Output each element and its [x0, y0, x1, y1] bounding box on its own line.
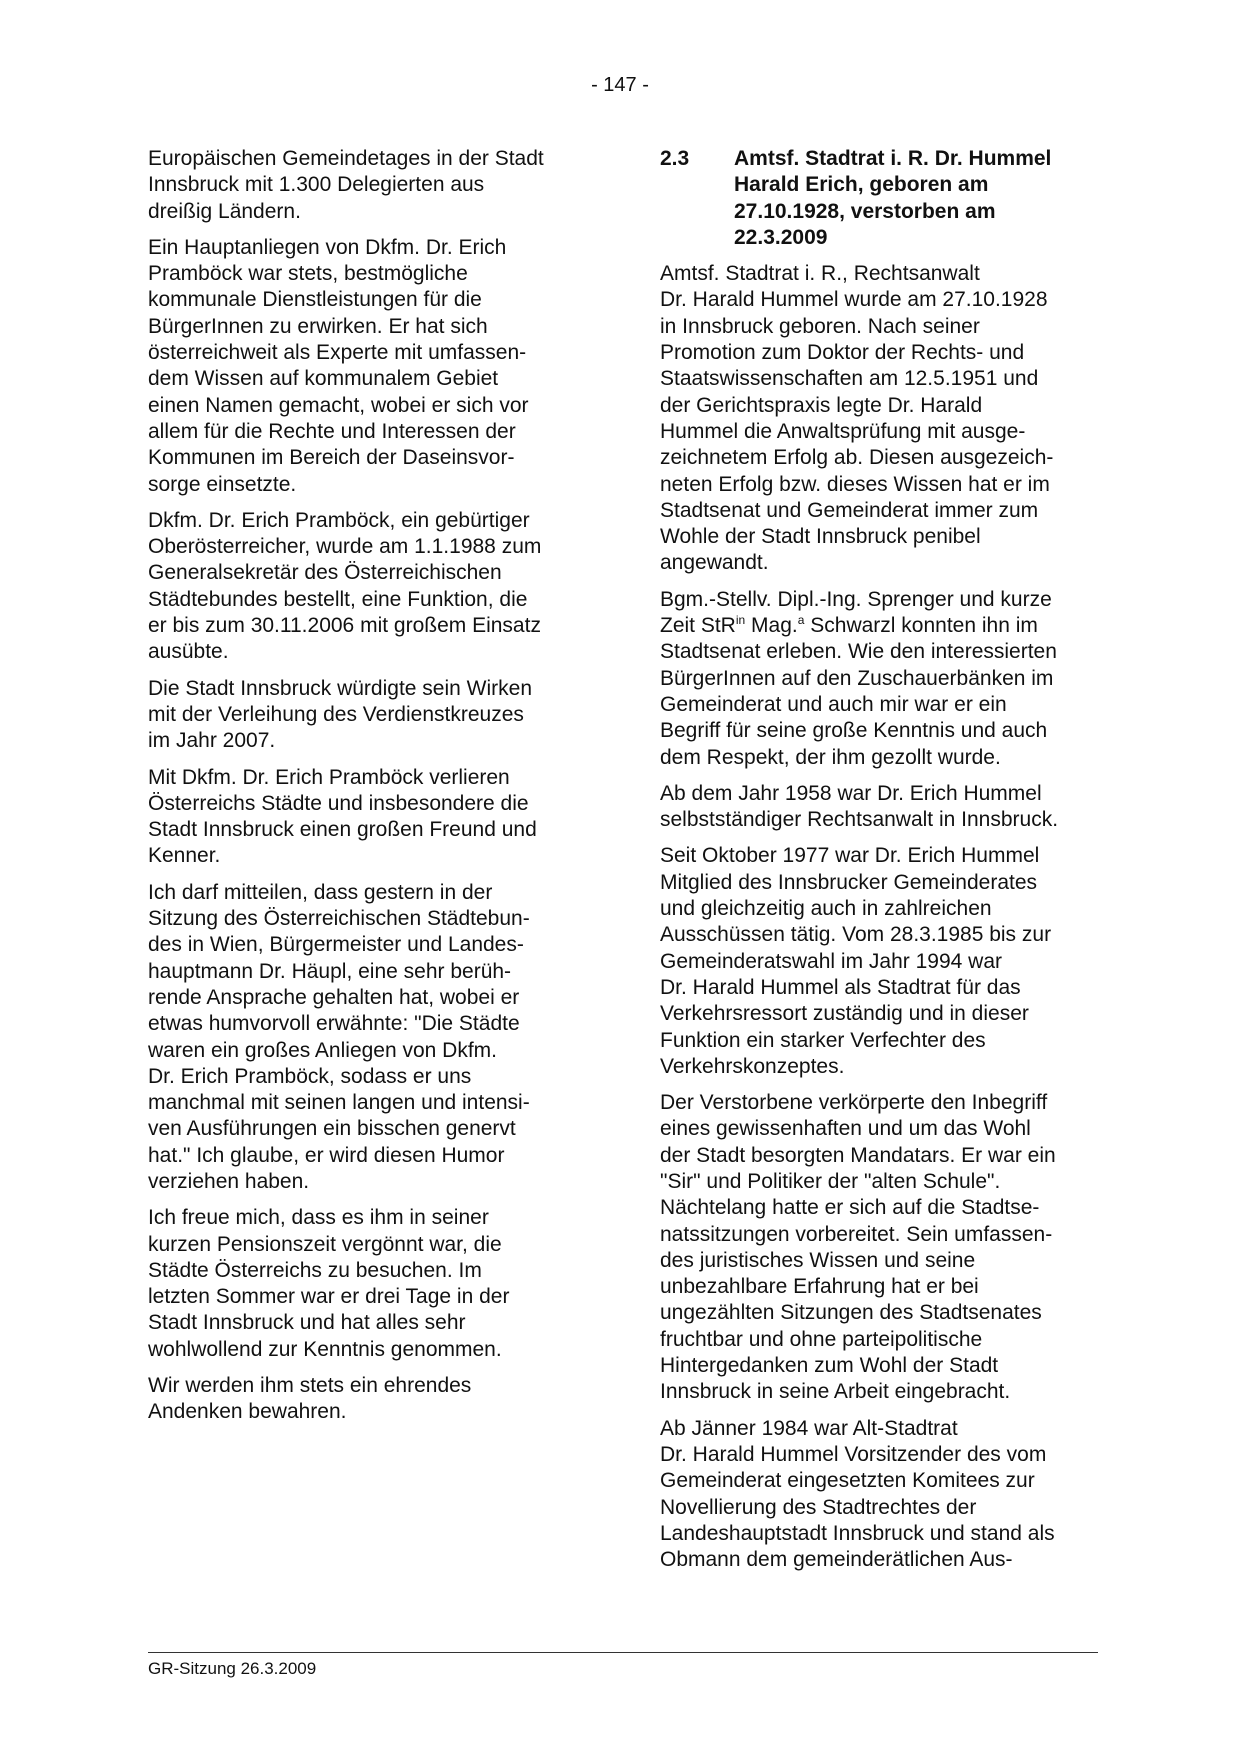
paragraph-line: einen Namen gemacht, wobei er sich vor: [148, 393, 529, 417]
paragraph-line: des in Wien, Bürgermeister und Landes-: [148, 933, 524, 957]
paragraph-line: mit der Verleihung des Verdienstkreuzes: [148, 702, 524, 726]
paragraph-line: Andenken bewahren.: [148, 1400, 347, 1424]
paragraph-line: zeichnetem Erfolg ab. Diesen ausgezeich-: [660, 446, 1054, 470]
paragraph-line: angewandt.: [660, 551, 769, 575]
paragraph-line: waren ein großes Anliegen von Dkfm.: [148, 1038, 498, 1062]
paragraph: [660, 587, 1100, 771]
paragraph-line: hauptmann Dr. Häupl, eine sehr berüh-: [148, 959, 512, 983]
paragraph: [148, 235, 588, 498]
paragraph: [148, 676, 588, 755]
paragraph-line: Stadt Innsbruck einen großen Freund und: [148, 818, 537, 842]
paragraph-line: Hintergedanken zum Wohl der Stadt: [660, 1354, 999, 1378]
page-number: - 147 -: [591, 74, 649, 96]
paragraph-line: Dr. Erich Pramböck, sodass er uns: [148, 1064, 472, 1088]
paragraph-line: Ausschüssen tätig. Vom 28.3.1985 bis zur: [660, 923, 1052, 947]
paragraph-line: Amtsf. Stadtrat i. R., Rechtsanwalt: [660, 262, 980, 286]
paragraph-line: Bgm.-Stellv. Dipl.-Ing. Sprenger und kurze: [660, 587, 1052, 611]
paragraph-line: BürgerInnen zu erwirken. Er hat sich: [148, 314, 488, 338]
paragraph-line: Wohle der Stadt Innsbruck penibel: [660, 525, 981, 549]
paragraph-line: Die Stadt Innsbruck würdigte sein Wirken: [148, 676, 532, 700]
paragraph-line: des juristisches Wissen und seine: [660, 1248, 976, 1272]
paragraph-line: Ich freue mich, dass es ihm in seiner: [148, 1206, 489, 1230]
paragraph: [660, 261, 1100, 577]
paragraph-line: Städtebundes bestellt, eine Funktion, die: [148, 587, 528, 611]
section-heading: [660, 146, 1100, 251]
paragraph-line: Ich darf mitteilen, dass gestern in der: [148, 880, 493, 904]
paragraph-line: Gemeinderatswahl im Jahr 1994 war: [660, 949, 1002, 973]
paragraph-line: Gemeinderat und auch mir war er ein: [660, 692, 1007, 716]
paragraph-line: Stadt Innsbruck und hat alles sehr: [148, 1311, 466, 1335]
paragraph: [148, 880, 588, 1196]
paragraph-line: selbstständiger Rechtsanwalt in Innsbruck.: [660, 808, 1059, 832]
paragraph-line: Obmann dem gemeinderätlichen Aus-: [660, 1548, 1013, 1572]
paragraph-line: ausübte.: [148, 640, 229, 664]
paragraph-line: Sitzung des Österreichischen Städtebun-: [148, 907, 530, 931]
paragraph: [148, 1205, 588, 1363]
paragraph-line: BürgerInnen auf den Zuschauerbänken im: [660, 666, 1054, 690]
paragraph-line: [660, 613, 1100, 639]
paragraph-line: manchmal mit seinen langen und intensi-: [148, 1091, 530, 1115]
paragraph-line: Generalsekretär des Österreichischen: [148, 561, 502, 585]
paragraph-line: etwas humvorvoll erwähnte: "Die Städte: [148, 1012, 520, 1036]
paragraph-line: in Innsbruck geboren. Nach seiner: [660, 314, 980, 338]
paragraph: [148, 765, 588, 870]
paragraph-line: "Sir" und Politiker der "alten Schule".: [660, 1169, 1001, 1193]
superscript: in: [735, 613, 746, 628]
paragraph-line: Innsbruck mit 1.300 Delegierten aus: [148, 173, 485, 197]
text-run: Schwarzl konnten ihn im: [804, 614, 1038, 638]
paragraph-line: Hummel die Anwaltsprüfung mit ausge-: [660, 419, 1026, 443]
paragraph: [660, 1090, 1100, 1406]
paragraph-line: letzten Sommer war er drei Tage in der: [148, 1285, 510, 1309]
paragraph-line: Ein Hauptanliegen von Dkfm. Dr. Erich: [148, 235, 507, 259]
paragraph-line: Kommunen im Bereich der Daseinsvor-: [148, 446, 515, 470]
paragraph: [660, 781, 1100, 834]
section-title-line: 27.10.1928, verstorben am: [734, 199, 996, 223]
paragraph-line: neten Erfolg bzw. dieses Wissen hat er im: [660, 472, 1050, 496]
paragraph-line: Promotion zum Doktor der Rechts- und: [660, 341, 1025, 365]
section-number: 2.3: [660, 147, 690, 170]
right-column: [660, 146, 1100, 1583]
paragraph-line: Ab dem Jahr 1958 war Dr. Erich Hummel: [660, 781, 1042, 805]
paragraph-line: Wir werden ihm stets ein ehrendes: [148, 1374, 472, 1398]
paragraph-line: Verkehrskonzeptes.: [660, 1054, 845, 1078]
paragraph-line: Nächtelang hatte er sich auf die Stadtse-: [660, 1196, 1040, 1220]
paragraph: [660, 1416, 1100, 1574]
paragraph-line: Innsbruck in seine Arbeit eingebracht.: [660, 1380, 1011, 1404]
paragraph-line: Mit Dkfm. Dr. Erich Pramböck verlieren: [148, 765, 510, 789]
section-title-line: 22.3.2009: [734, 225, 828, 249]
paragraph-line: Novellierung des Stadtrechtes der: [660, 1495, 977, 1519]
paragraph-line: Dr. Harald Hummel als Stadtrat für das: [660, 975, 1021, 999]
paragraph-line: er bis zum 30.11.2006 mit großem Einsatz: [148, 614, 541, 638]
paragraph-line: dem Wissen auf kommunalem Gebiet: [148, 367, 499, 391]
paragraph-line: der Gerichtspraxis legte Dr. Harald: [660, 393, 983, 417]
paragraph-line: Staatswissenschaften am 12.5.1951 und: [660, 367, 1039, 391]
superscript: a: [797, 613, 805, 628]
paragraph-line: kommunale Dienstleistungen für die: [148, 288, 482, 312]
paragraph-line: Mitglied des Innsbrucker Gemeinderates: [660, 870, 1038, 894]
paragraph-line: ven Ausführungen ein bisschen genervt: [148, 1117, 516, 1141]
left-column: [148, 146, 588, 1436]
paragraph-line: ungezählten Sitzungen des Stadtsenates: [660, 1301, 1042, 1325]
paragraph: [148, 508, 588, 666]
paragraph-line: Österreichs Städte und insbesondere die: [148, 791, 529, 815]
paragraph-line: Stadtsenat und Gemeinderat immer zum: [660, 498, 1039, 522]
paragraph-line: natssitzungen vorbereitet. Sein umfassen-: [660, 1222, 1053, 1246]
footer-divider: [148, 1652, 1098, 1653]
paragraph-line: rende Ansprache gehalten hat, wobei er: [148, 985, 520, 1009]
paragraph-line: Stadtsenat erleben. Wie den interessierten: [660, 640, 1057, 664]
paragraph-line: österreichweit als Experte mit umfassen-: [148, 341, 527, 365]
section-title: [734, 146, 1051, 251]
paragraph: [148, 1373, 588, 1426]
paragraph-line: Begriff für seine große Kenntnis und auch: [660, 719, 1048, 743]
paragraph-line: Seit Oktober 1977 war Dr. Erich Hummel: [660, 844, 1040, 868]
paragraph: [660, 843, 1100, 1080]
text-run: Zeit StR: [660, 614, 736, 638]
paragraph-line: im Jahr 2007.: [148, 729, 276, 753]
paragraph: [148, 146, 588, 225]
paragraph-line: dem Respekt, der ihm gezollt wurde.: [660, 745, 1001, 769]
paragraph-line: Der Verstorbene verkörperte den Inbegriff: [660, 1091, 1048, 1115]
paragraph-line: Funktion ein starker Verfechter des: [660, 1028, 986, 1052]
paragraph-line: Dr. Harald Hummel Vorsitzender des vom: [660, 1442, 1047, 1466]
paragraph-line: eines gewissenhaften und um das Wohl: [660, 1117, 1031, 1141]
paragraph-line: Verkehrsressort zuständig und in dieser: [660, 1002, 1029, 1026]
paragraph-line: allem für die Rechte und Interessen der: [148, 419, 516, 443]
paragraph-line: hat." Ich glaube, er wird diesen Humor: [148, 1143, 505, 1167]
paragraph-line: Landeshauptstadt Innsbruck und stand als: [660, 1521, 1055, 1545]
paragraph-line: der Stadt besorgten Mandatars. Er war ein: [660, 1143, 1056, 1167]
paragraph-line: Kenner.: [148, 844, 221, 868]
paragraph-line: sorge einsetzte.: [148, 472, 297, 496]
paragraph-line: Ab Jänner 1984 war Alt-Stadtrat: [660, 1416, 958, 1440]
paragraph-line: dreißig Ländern.: [148, 199, 301, 223]
paragraph-line: Europäischen Gemeindetages in der Stadt: [148, 147, 544, 170]
paragraph-line: wohlwollend zur Kenntnis genommen.: [148, 1337, 502, 1361]
paragraph-line: fruchtbar und ohne parteipolitische: [660, 1327, 983, 1351]
text-run: Mag.: [745, 614, 798, 638]
footer-text: GR-Sitzung 26.3.2009: [148, 1659, 317, 1678]
paragraph-line: Dr. Harald Hummel wurde am 27.10.1928: [660, 288, 1048, 312]
section-title-line: Amtsf. Stadtrat i. R. Dr. Hummel: [734, 147, 1052, 170]
paragraph-line: kurzen Pensionszeit vergönnt war, die: [148, 1232, 502, 1256]
paragraph-line: verziehen haben.: [148, 1169, 310, 1193]
paragraph-line: Städte Österreichs zu besuchen. Im: [148, 1258, 482, 1282]
paragraph-line: und gleichzeitig auch in zahlreichen: [660, 897, 992, 921]
section-title-line: Harald Erich, geboren am: [734, 173, 989, 197]
paragraph-line: Pramböck war stets, bestmögliche: [148, 262, 468, 286]
paragraph-line: Gemeinderat eingesetzten Komitees zur: [660, 1469, 1035, 1493]
paragraph-line: unbezahlbare Erfahrung hat er bei: [660, 1275, 979, 1299]
paragraph-line: Oberösterreicher, wurde am 1.1.1988 zum: [148, 535, 542, 559]
paragraph-line: Dkfm. Dr. Erich Pramböck, ein gebürtiger: [148, 508, 530, 532]
